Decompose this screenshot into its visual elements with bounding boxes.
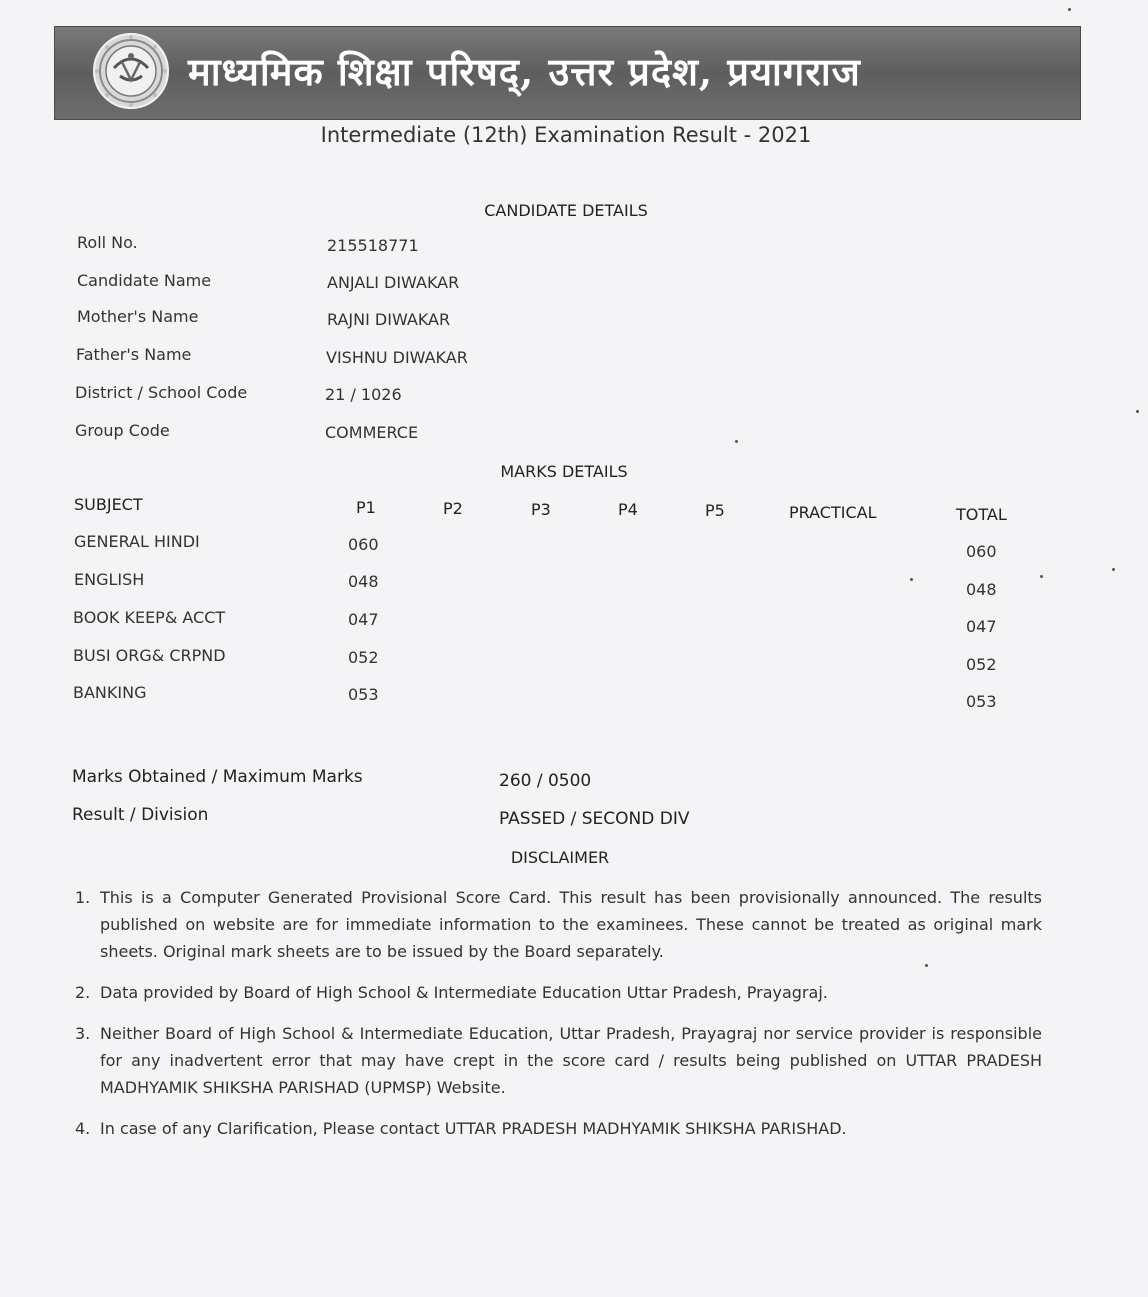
list-item: [70, 1115, 1042, 1142]
total-cell: 053: [966, 692, 997, 711]
candidate-name-label: Candidate Name: [77, 271, 212, 290]
total-cell: 060: [966, 542, 997, 561]
roll-no-label: Roll No.: [77, 233, 138, 252]
scan-speck: [1112, 568, 1115, 571]
scan-speck: [925, 964, 928, 967]
total-cell: 052: [966, 655, 997, 674]
subject-cell: BANKING: [73, 683, 147, 702]
col-p4: P4: [618, 500, 638, 519]
list-item-text: Neither Board of High School & Intermediate Education, Uttar Pradesh, Prayagraj nor service provider is responsible for any inadvertent error that may have crept in the score card / results being published on UTTAR PRADESH MADHYAMIK SHIKSHA PARISHAD (UPMSP) Website.: [100, 1024, 1042, 1097]
total-cell: 048: [966, 580, 997, 599]
scan-speck: [910, 578, 913, 581]
district-school-code-label: District / School Code: [75, 383, 248, 402]
mother-name-label: Mother's Name: [77, 307, 199, 326]
mother-name-value: RAJNI DIWAKAR: [327, 310, 451, 329]
col-p5: P5: [705, 501, 725, 520]
col-practical: PRACTICAL: [789, 503, 877, 522]
result-division-label: Result / Division: [72, 805, 209, 825]
subject-cell: BUSI ORG& CRPND: [73, 646, 226, 665]
up-govt-emblem-icon: [92, 32, 170, 110]
page-title: Intermediate (12th) Examination Result - 2021: [320, 123, 812, 147]
group-code-label: Group Code: [75, 421, 170, 440]
list-item: [70, 979, 1042, 1006]
p1-cell: 052: [348, 648, 379, 667]
list-item-number: 1.: [75, 888, 91, 907]
roll-no-value: 215518771: [327, 236, 419, 255]
subject-cell: GENERAL HINDI: [74, 532, 200, 551]
p1-cell: 048: [348, 572, 379, 591]
col-p2: P2: [443, 499, 463, 518]
col-p3: P3: [531, 500, 551, 519]
scan-speck: [1068, 8, 1071, 11]
list-item-text: This is a Computer Generated Provisional Score Card. This result has been provisionally announced. The results published on website are for immediate information to the examinees. These cannot be treated as original mark sheets. Original mark sheets are to be issued by the Board separately.: [100, 888, 1042, 961]
group-code-value: COMMERCE: [325, 423, 419, 442]
scan-speck: [1040, 575, 1043, 578]
marks-obtained-label: Marks Obtained / Maximum Marks: [72, 767, 363, 787]
col-p1: P1: [356, 498, 376, 517]
list-item-text: In case of any Clarification, Please contact UTTAR PRADESH MADHYAMIK SHIKSHA PARISHAD.: [100, 1119, 847, 1138]
disclaimer-list: [70, 884, 1042, 1156]
result-division-value: PASSED / SECOND DIV: [499, 809, 690, 829]
header-banner: [54, 26, 1081, 120]
scan-speck: [735, 440, 738, 443]
father-name-value: VISHNU DIWAKAR: [326, 348, 468, 367]
p1-cell: 060: [348, 535, 379, 554]
col-subject: SUBJECT: [74, 495, 143, 514]
list-item: [70, 884, 1042, 965]
scan-speck: [1136, 410, 1139, 413]
district-school-code-value: 21 / 1026: [325, 385, 402, 404]
candidate-details-heading: CANDIDATE DETAILS: [484, 201, 648, 220]
candidate-name-value: ANJALI DIWAKAR: [327, 273, 460, 292]
disclaimer-heading: DISCLAIMER: [510, 848, 610, 867]
list-item-text: Data provided by Board of High School & Intermediate Education Uttar Pradesh, Prayagraj.: [100, 983, 828, 1002]
list-item-number: 2.: [75, 983, 91, 1002]
p1-cell: 047: [348, 610, 379, 629]
p1-cell: 053: [348, 685, 379, 704]
board-name: माध्यमिक शिक्षा परिषद्, उत्तर प्रदेश, प्रयागराज: [188, 49, 861, 94]
list-item: [70, 1020, 1042, 1101]
list-item-number: 3.: [75, 1024, 91, 1043]
col-total: TOTAL: [956, 505, 1007, 524]
total-cell: 047: [966, 617, 997, 636]
marks-details-heading: MARKS DETAILS: [500, 462, 628, 481]
list-item-number: 4.: [75, 1119, 91, 1138]
father-name-label: Father's Name: [76, 345, 192, 364]
marks-obtained-value: 260 / 0500: [499, 771, 592, 791]
subject-cell: ENGLISH: [74, 570, 145, 589]
subject-cell: BOOK KEEP& ACCT: [73, 608, 226, 627]
